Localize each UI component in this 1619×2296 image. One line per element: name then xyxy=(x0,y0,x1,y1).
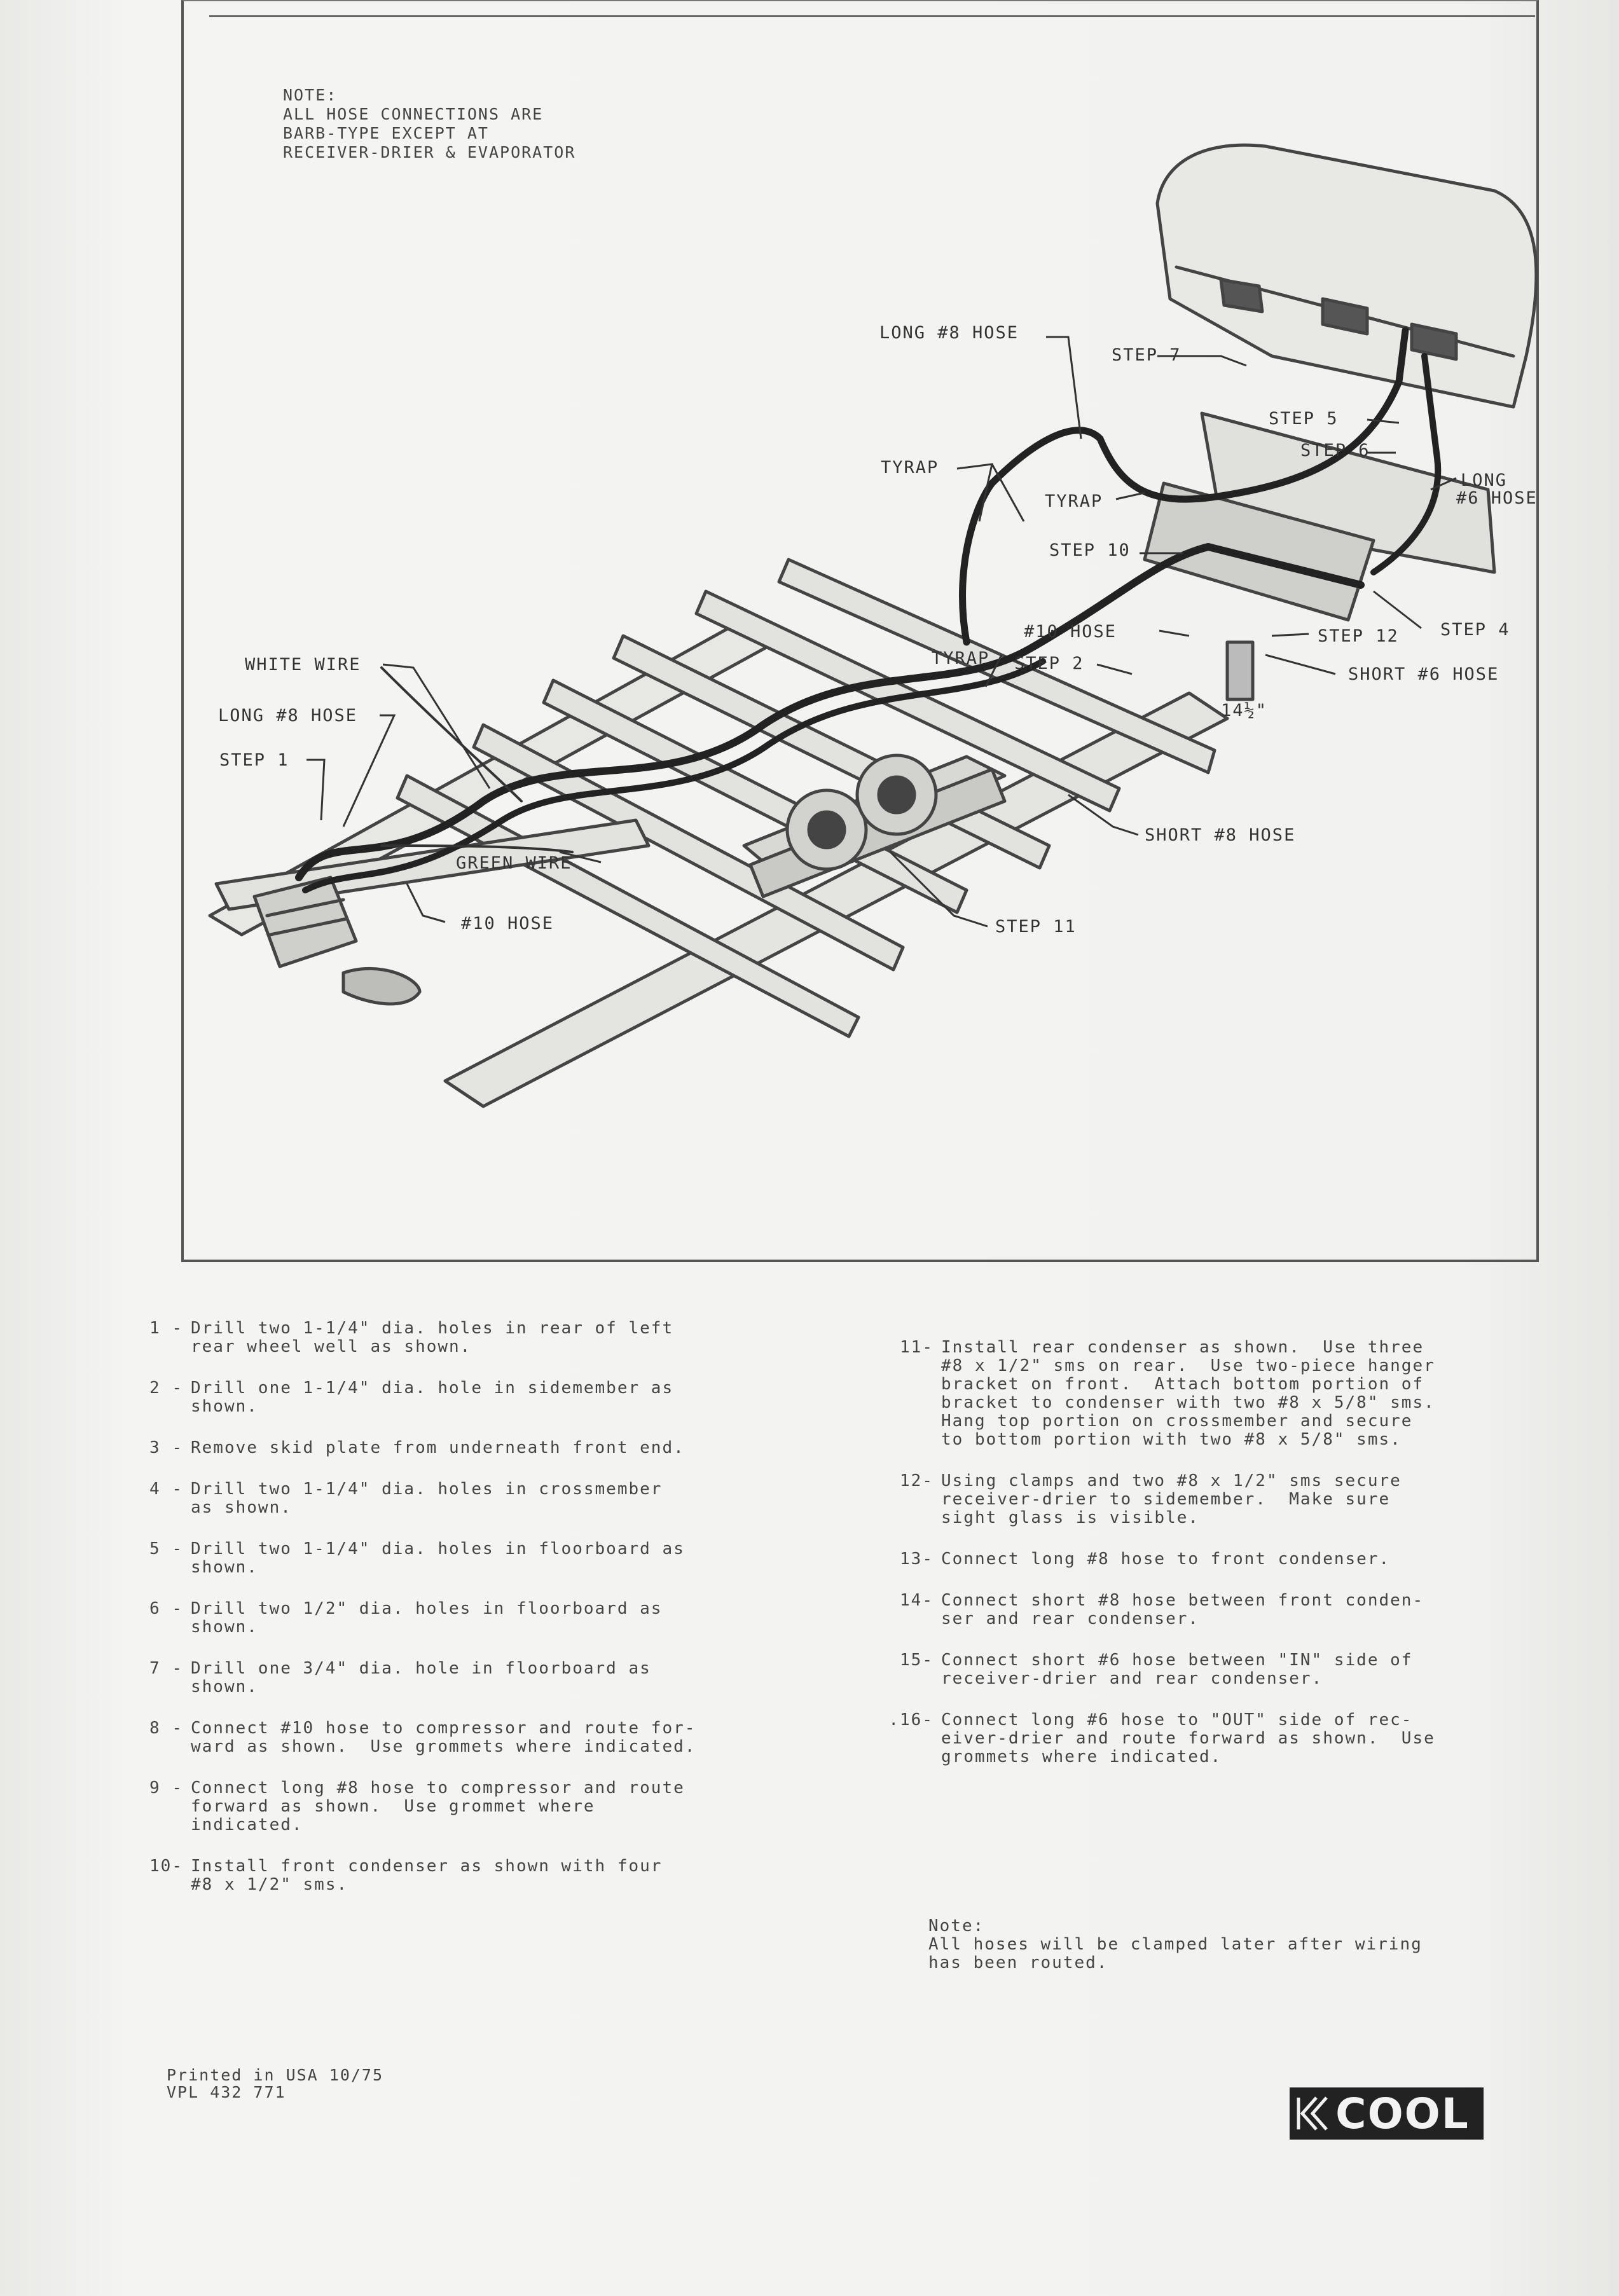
callout-step-4: STEP 4 xyxy=(1440,620,1510,640)
instruction-step xyxy=(127,1480,839,1517)
wiring-note-line: All hoses will be clamped later after wiring xyxy=(928,1935,1423,1954)
callout-long-8-hose-left: LONG #8 HOSE xyxy=(218,706,358,725)
instruction-step xyxy=(127,1857,839,1894)
instruction-step xyxy=(127,1779,839,1834)
step-number: 6 - xyxy=(149,1599,183,1618)
callout-dimension: 14½" xyxy=(1221,701,1268,720)
callout-tyrap-1: TYRAP xyxy=(881,458,939,478)
step-text: Connect long #8 hose to front condenser. xyxy=(941,1550,1391,1569)
callout-step-11: STEP 11 xyxy=(995,917,1077,937)
step-number: 7 - xyxy=(149,1659,183,1678)
instruction-step xyxy=(127,1379,839,1416)
document-code: VPL 432 771 xyxy=(167,2083,286,2101)
callout-step-12: STEP 12 xyxy=(1318,626,1399,646)
callout-short-8-hose: SHORT #8 HOSE xyxy=(1145,825,1296,845)
step-number: 9 - xyxy=(149,1778,183,1798)
callout-step-5: STEP 5 xyxy=(1269,409,1339,429)
step-text: Drill two 1/2" dia. holes in floorboard as shown. xyxy=(191,1599,663,1637)
instructions-right-column xyxy=(878,1338,1564,1789)
diagram-note-line: BARB-TYPE EXCEPT AT xyxy=(283,124,489,142)
step-number: 8 - xyxy=(149,1719,183,1738)
diagram-note-line: RECEIVER-DRIER & EVAPORATOR xyxy=(283,143,576,162)
step-number: 2 - xyxy=(149,1378,183,1398)
wiring-note-line: has been routed. xyxy=(928,1953,1108,1972)
step-number: 12- xyxy=(900,1471,934,1490)
logo-k-icon xyxy=(1293,2094,1332,2133)
brand-logo xyxy=(1290,2087,1484,2140)
instruction-step xyxy=(878,1651,1564,1688)
step-text: Drill one 3/4" dia. hole in floorboard as shown. xyxy=(191,1659,651,1696)
instructions-left-column xyxy=(127,1319,839,1917)
diagram-note-line: NOTE: xyxy=(283,86,338,104)
step-number: 1 - xyxy=(149,1319,183,1338)
instruction-step xyxy=(127,1600,839,1637)
step-text: Drill two 1-1/4" dia. holes in rear of left rear wheel well as shown. xyxy=(191,1319,674,1356)
callout-step-6: STEP 6 xyxy=(1300,441,1370,460)
step-text: Connect short #8 hose between front conden- ser and rear condenser. xyxy=(941,1591,1424,1628)
callout-tyrap-2: TYRAP xyxy=(1045,492,1103,511)
instruction-step xyxy=(127,1540,839,1577)
step-number: 4 - xyxy=(149,1480,183,1499)
step-text: Connect #10 hose to compressor and route for- ward as shown. Use grommets where indicated. xyxy=(191,1719,696,1756)
step-text: Install front condenser as shown with four #8 x 1/2" sms. xyxy=(191,1857,663,1894)
step-number: 5 - xyxy=(149,1539,183,1558)
callout-step-2: STEP 2 xyxy=(1014,654,1084,673)
step-text: Connect short #6 hose between "IN" side of receiver-drier and rear condenser. xyxy=(941,1651,1413,1688)
callout-step-1: STEP 1 xyxy=(219,750,289,770)
step-number: .16- xyxy=(888,1710,934,1729)
callout-long-6-hose-a: LONG xyxy=(1461,471,1508,490)
logo-text: COOL xyxy=(1335,2089,1470,2138)
step-text: Using clamps and two #8 x 1/2" sms secure receiver-drier to sidemember. Make sure sight glass is visible. xyxy=(941,1471,1402,1527)
callout-green-wire: GREEN WIRE xyxy=(456,853,572,873)
callout-white-wire: WHITE WIRE xyxy=(245,655,361,675)
instruction-step xyxy=(878,1550,1564,1569)
instruction-step xyxy=(127,1719,839,1756)
callout-short-6-hose: SHORT #6 HOSE xyxy=(1348,664,1499,684)
step-number: 3 - xyxy=(149,1438,183,1457)
callout-step-10: STEP 10 xyxy=(1049,540,1131,560)
callout-10-hose-bottom: #10 HOSE xyxy=(461,914,555,933)
instruction-step xyxy=(878,1711,1564,1766)
instruction-step xyxy=(878,1591,1564,1628)
instruction-step xyxy=(127,1439,839,1457)
callout-tyrap-3: TYRAP xyxy=(932,649,990,668)
instruction-step xyxy=(878,1472,1564,1527)
instruction-step xyxy=(127,1660,839,1696)
printed-label: Printed in USA 10/75 xyxy=(167,2066,384,2084)
step-number: 14- xyxy=(900,1591,934,1610)
wiring-note-line: Note: xyxy=(928,1916,985,1935)
callout-step-7: STEP 7 xyxy=(1112,345,1182,365)
step-text: Connect long #6 hose to "OUT" side of rec- eiver-drier and route forward as shown. Use grommets where indicated. xyxy=(941,1710,1435,1766)
diagram-note-line: ALL HOSE CONNECTIONS ARE xyxy=(283,105,544,123)
step-text: Remove skid plate from underneath front end. xyxy=(191,1438,685,1457)
instruction-step xyxy=(878,1338,1564,1449)
print-footer xyxy=(167,2066,383,2101)
step-number: 10- xyxy=(149,1857,183,1876)
step-text: Install rear condenser as shown. Use three #8 x 1/2" sms on rear. Use two-piece hanger bracket on front. Attach bottom portion of bracket to condenser with two #8 x 5/8" sms. Hang top portion on crossmember and secure to bottom portion with two #8 x 5/8" sms. xyxy=(941,1338,1435,1449)
callout-10-hose-top: #10 HOSE xyxy=(1024,622,1117,642)
step-text: Drill one 1-1/4" dia. hole in sidemember as shown. xyxy=(191,1378,674,1416)
callout-long-6-hose-b: #6 HOSE xyxy=(1456,488,1538,508)
wiring-note xyxy=(928,1917,1423,1972)
step-number: 13- xyxy=(900,1550,934,1569)
step-text: Drill two 1-1/4" dia. holes in floorboard as shown. xyxy=(191,1539,685,1577)
diagram-note xyxy=(283,86,575,162)
step-text: Drill two 1-1/4" dia. holes in crossmember as shown. xyxy=(191,1480,663,1517)
step-number: 15- xyxy=(900,1651,934,1670)
instruction-step xyxy=(127,1319,839,1356)
step-number: 11- xyxy=(900,1338,934,1357)
step-text: Connect long #8 hose to compressor and route forward as shown. Use grommet where indicated. xyxy=(191,1778,685,1834)
callout-long-8-hose-top: LONG #8 HOSE xyxy=(879,323,1019,343)
